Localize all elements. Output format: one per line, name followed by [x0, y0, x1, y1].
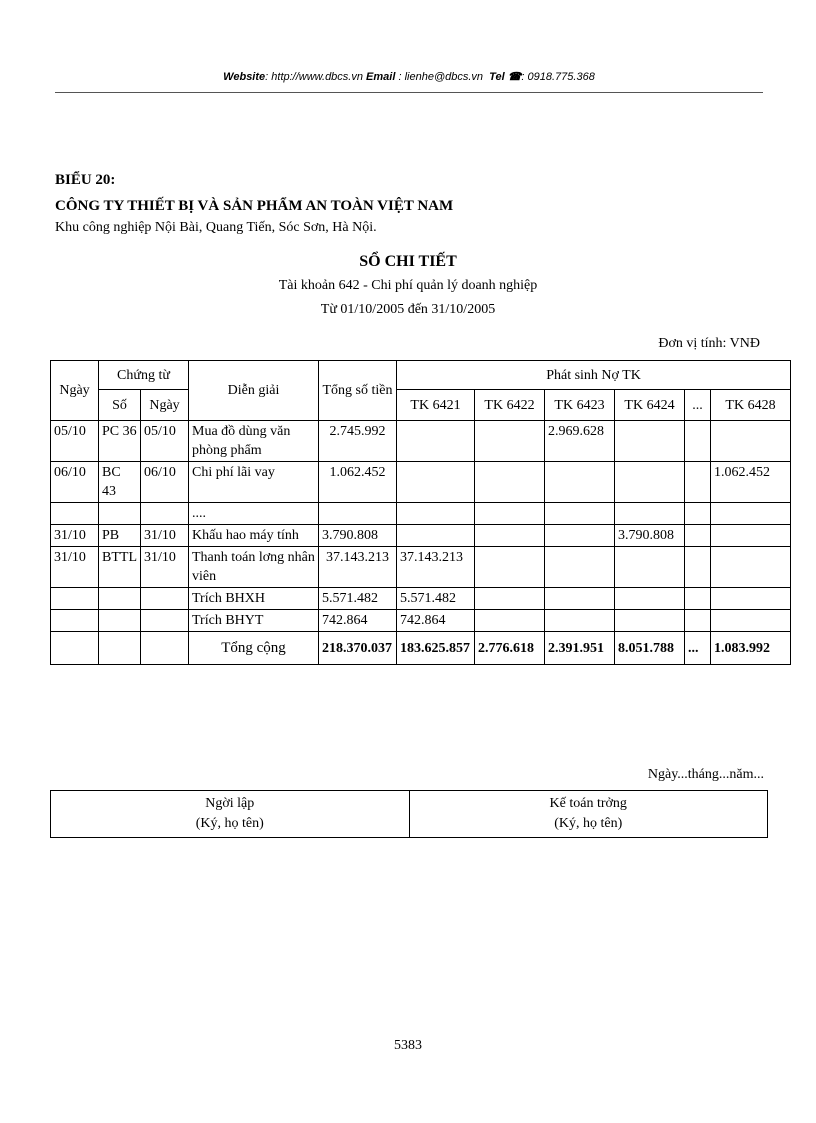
signature-table — [50, 790, 768, 838]
cell-tk6428 — [711, 588, 791, 610]
col-header-tk6422: TK 6422 — [475, 390, 545, 421]
cell-tong — [319, 503, 397, 525]
header-divider — [55, 92, 763, 93]
col-header-tk6428: TK 6428 — [711, 390, 791, 421]
cell-ngay-ct — [141, 503, 189, 525]
cell-dien-giai: Thanh toán lơng nhân viên — [189, 547, 319, 588]
cell-so — [99, 503, 141, 525]
col-header-so: Số — [99, 390, 141, 421]
cell-tk6421 — [397, 462, 475, 503]
chief-note: (Ký, họ tên) — [554, 816, 623, 831]
cell-tk6423 — [545, 525, 615, 547]
cell-dots — [685, 503, 711, 525]
col-header-tk6423: TK 6423 — [545, 390, 615, 421]
cell-so: PC 36 — [99, 421, 141, 462]
col-header-chung-tu: Chứng từ — [99, 361, 189, 390]
company-name: CÔNG TY THIẾT BỊ VÀ SẢN PHẨM AN TOÀN VIỆT NAM — [55, 198, 454, 214]
cell-ngay: 05/10 — [51, 421, 99, 462]
cell-dien-giai: Mua đồ dùng văn phòng phẩm — [189, 421, 319, 462]
cell-dien-giai: Chi phí lãi vay — [189, 462, 319, 503]
cell-tk6421: 742.864 — [397, 610, 475, 632]
cell-so — [99, 610, 141, 632]
cell-dots — [685, 421, 711, 462]
cell-dots — [685, 462, 711, 503]
website-label: Website — [223, 71, 266, 83]
cell-tk6421 — [397, 525, 475, 547]
cell-tk6424 — [615, 547, 685, 588]
ledger-table — [50, 360, 791, 665]
cell-tk6424 — [615, 588, 685, 610]
cell-tk6423 — [545, 462, 615, 503]
cell-ngay-ct — [141, 610, 189, 632]
col-header-ngay-ct: Ngày — [141, 390, 189, 421]
cell-so: BTTL — [99, 547, 141, 588]
cell-dots — [685, 588, 711, 610]
cell-tk6422 — [475, 421, 545, 462]
cell-dien-giai: Khấu hao máy tính — [189, 525, 319, 547]
cell-tk6423 — [545, 503, 615, 525]
cell-so: PB — [99, 525, 141, 547]
col-header-tk6424: TK 6424 — [615, 390, 685, 421]
chief-accountant-signature — [409, 791, 768, 838]
total-row — [51, 632, 791, 665]
cell-tk6424 — [615, 610, 685, 632]
cell-dien-giai: .... — [189, 503, 319, 525]
cell-tong: 1.062.452 — [319, 462, 397, 503]
cell-tk6422 — [475, 547, 545, 588]
cell-tong: 5.571.482 — [319, 588, 397, 610]
cell-ngay-ct: 31/10 — [141, 547, 189, 588]
total-label: Tổng cộng — [189, 632, 319, 665]
period-line: Từ 01/10/2005 đến 31/10/2005 — [320, 302, 496, 317]
cell-ngay — [51, 610, 99, 632]
col-header-tk6421: TK 6421 — [397, 390, 475, 421]
cell-ngay — [51, 503, 99, 525]
cell-ngay — [51, 588, 99, 610]
page-number: 5383 — [394, 1038, 422, 1053]
date-line: Ngày...tháng...năm... — [647, 767, 764, 782]
cell-tk6423 — [545, 610, 615, 632]
cell-ngay: 06/10 — [51, 462, 99, 503]
tel-value: : 0918.775.368 — [521, 71, 595, 83]
table-row — [51, 547, 791, 588]
col-header-phat-sinh: Phát sinh Nợ TK — [397, 361, 791, 390]
cell-tk6428 — [711, 421, 791, 462]
cell-so: BC 43 — [99, 462, 141, 503]
cell-dots — [685, 547, 711, 588]
cell-dien-giai: Trích BHYT — [189, 610, 319, 632]
cell-tk6423 — [545, 547, 615, 588]
table-row — [51, 462, 791, 503]
cell-tk6422 — [475, 610, 545, 632]
cell-tk6428 — [711, 610, 791, 632]
cell-ngay-ct: 31/10 — [141, 525, 189, 547]
cell-tong: 37.143.213 — [319, 547, 397, 588]
email-value: : lienhe@dbcs.vn — [398, 71, 484, 83]
cell-tk6428: 1.062.452 — [711, 462, 791, 503]
phone-icon: ☎ — [507, 71, 522, 83]
preparer-note: (Ký, họ tên) — [195, 816, 264, 831]
cell-ngay: 31/10 — [51, 547, 99, 588]
total-tong: 218.370.037 — [319, 632, 397, 665]
total-tk6422: 2.776.618 — [475, 632, 545, 665]
cell-tk6421: 5.571.482 — [397, 588, 475, 610]
cell-tk6428 — [711, 503, 791, 525]
website-value: : http://www.dbcs.vn — [265, 71, 363, 83]
cell-tk6423 — [545, 588, 615, 610]
table-row — [51, 610, 791, 632]
cell-tk6422 — [475, 525, 545, 547]
total-tk6421: 183.625.857 — [397, 632, 475, 665]
cell-tk6424 — [615, 462, 685, 503]
total-tk6423: 2.391.951 — [545, 632, 615, 665]
col-header-dien-giai: Diễn giải — [189, 361, 319, 421]
cell-tk6424 — [615, 503, 685, 525]
cell-tk6428 — [711, 547, 791, 588]
cell-dots — [685, 610, 711, 632]
cell-tk6422 — [475, 462, 545, 503]
cell-tk6424: 3.790.808 — [615, 525, 685, 547]
account-line: Tài khoản 642 - Chi phí quản lý doanh nghiệp — [278, 278, 538, 293]
cell-dots — [685, 525, 711, 547]
chief-title: Kế toán trởng — [549, 796, 627, 811]
cell-tk6421 — [397, 421, 475, 462]
tel-label: Tel — [489, 71, 505, 83]
cell-ngay-ct — [141, 588, 189, 610]
cell-tk6422 — [475, 588, 545, 610]
cell-dien-giai: Trích BHXH — [189, 588, 319, 610]
table-row — [51, 588, 791, 610]
total-tk6428: 1.083.992 — [711, 632, 791, 665]
preparer-title: Ngời lập — [205, 796, 255, 811]
cell-tk6423: 2.969.628 — [545, 421, 615, 462]
cell-tk6421: 37.143.213 — [397, 547, 475, 588]
cell-tong: 742.864 — [319, 610, 397, 632]
cell-tk6424 — [615, 421, 685, 462]
cell-tong: 3.790.808 — [319, 525, 397, 547]
cell-tk6421 — [397, 503, 475, 525]
preparer-signature — [51, 791, 410, 838]
document-title: SỔ CHI TIẾT — [359, 253, 457, 270]
cell-ngay-ct: 06/10 — [141, 462, 189, 503]
cell-tk6428 — [711, 525, 791, 547]
table-row — [51, 525, 791, 547]
cell-tk6422 — [475, 503, 545, 525]
col-header-tong: Tổng số tiền — [319, 361, 397, 421]
cell-ngay-ct: 05/10 — [141, 421, 189, 462]
total-dots: ... — [685, 632, 711, 665]
cell-tong: 2.745.992 — [319, 421, 397, 462]
company-address: Khu công nghiệp Nội Bài, Quang Tiến, Sóc Sơn, Hà Nội. — [55, 220, 377, 235]
currency-unit: Đơn vị tính: VNĐ — [658, 336, 760, 351]
document-header — [55, 70, 763, 83]
table-row — [51, 421, 791, 462]
col-header-ngay: Ngày — [51, 361, 99, 421]
form-label: BIỂU 20: — [55, 172, 116, 188]
total-tk6424: 8.051.788 — [615, 632, 685, 665]
email-label: Email — [366, 71, 396, 83]
cell-ngay: 31/10 — [51, 525, 99, 547]
cell-so — [99, 588, 141, 610]
col-header-dots: ... — [685, 390, 711, 421]
table-row — [51, 503, 791, 525]
